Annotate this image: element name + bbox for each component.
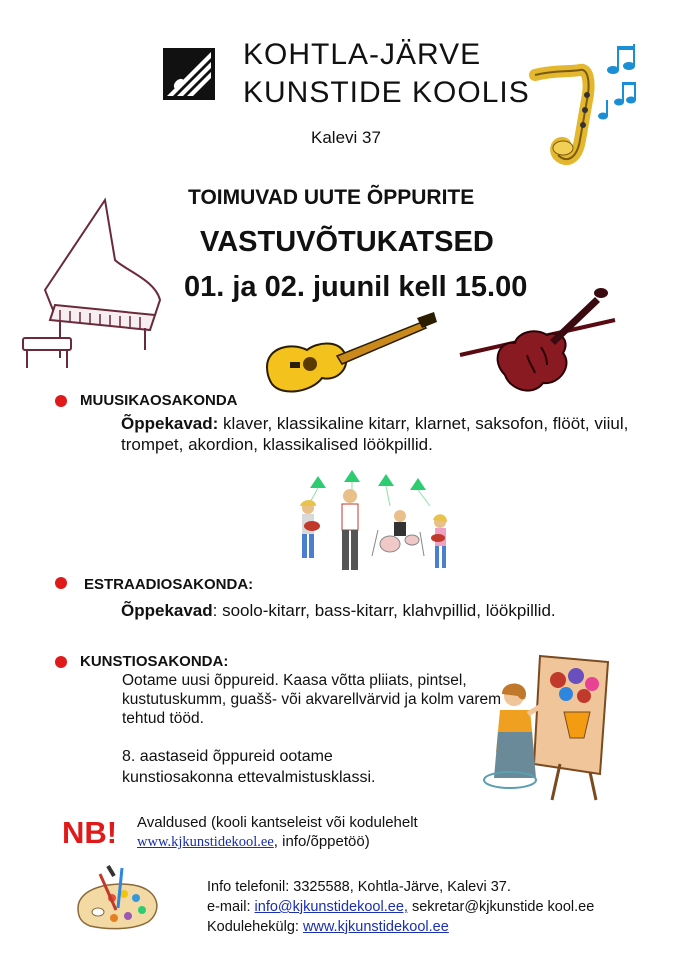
school-logo xyxy=(163,48,215,100)
contact-block xyxy=(207,877,594,937)
violin-illustration xyxy=(455,285,625,400)
music-curriculum-label: Õppekavad: xyxy=(121,414,219,433)
contact-email-link[interactable]: info@kjkunstidekool.ee, xyxy=(254,899,408,915)
pop-curriculum-list: : soolo-kitarr, bass-kitarr, klahvpillid, löökpillid. xyxy=(212,601,556,620)
contact-email-line xyxy=(207,897,594,917)
contact-web-link[interactable]: www.kjkunstidekool.ee xyxy=(302,919,449,935)
music-section-text xyxy=(121,413,641,455)
contact-email-label: e-mail: xyxy=(207,899,255,915)
contact-web-line xyxy=(207,917,594,937)
guitar-illustration xyxy=(262,312,437,402)
saxophone-illustration xyxy=(525,40,650,170)
section-bullet xyxy=(55,395,67,407)
music-notes-icon xyxy=(598,44,636,120)
band-illustration xyxy=(290,466,458,584)
announcement-line1: TOIMUVAD UUTE ÕPPURITE xyxy=(188,186,475,209)
contact-phone: Info telefonil: 3325588, Kohtla-Järve, Kalevi 37. xyxy=(207,879,511,895)
brush-logo-icon xyxy=(163,48,215,100)
school-title-line1: KOHTLA-JÄRVE xyxy=(243,38,482,71)
nb-text: Avaldused (kooli kantseleist või kodulehelt xyxy=(137,814,418,831)
palette-illustration xyxy=(72,864,164,934)
piano-illustration xyxy=(15,190,175,370)
art-section-text1: Ootame uusi õppureid. Kaasa võtta pliiats, pintsel, kustutuskumm, guašš- või akvarellvärvid ja kolm varem tehtud tööd. xyxy=(122,672,502,727)
announcement-date: 01. ja 02. juunil kell 15.00 xyxy=(184,271,528,303)
pop-section-text xyxy=(121,600,641,621)
music-section-heading: MUUSIKAOSAKONDA xyxy=(80,392,238,409)
nb-link-line xyxy=(137,833,370,851)
section-bullet xyxy=(55,577,67,589)
art-section-heading: KUNSTIOSAKONDA: xyxy=(80,653,229,670)
announcement-line2: VASTUVÕTUKATSED xyxy=(200,226,494,258)
contact-web-label: Kodulehekülg: xyxy=(207,919,303,935)
painter-illustration xyxy=(480,652,620,802)
nb-website-link[interactable]: www.kjkunstidekool.ee xyxy=(137,834,274,850)
contact-email-secondary: sekretar@kjkunstide kool.ee xyxy=(407,899,595,915)
art-section-text2: 8. aastaseid õppureid ootame kunstiosakonna ettevalmistusklassi. xyxy=(122,748,376,786)
pop-section-heading: ESTRAADIOSAKONDA: xyxy=(84,576,254,593)
music-curriculum-list: klaver, klassikaline kitarr, klarnet, saksofon, flööt, viiul, trompet, akordion, klassikalised löökpillid. xyxy=(121,414,629,454)
nb-link-suffix: , info/õppetöö) xyxy=(273,833,370,850)
section-bullet xyxy=(55,656,67,668)
nb-mark: NB! xyxy=(62,815,118,850)
pop-curriculum-label: Õppekavad xyxy=(121,601,213,620)
school-title-line2: KUNSTIDE KOOLIS xyxy=(243,76,530,109)
school-address: Kalevi 37 xyxy=(311,128,381,147)
